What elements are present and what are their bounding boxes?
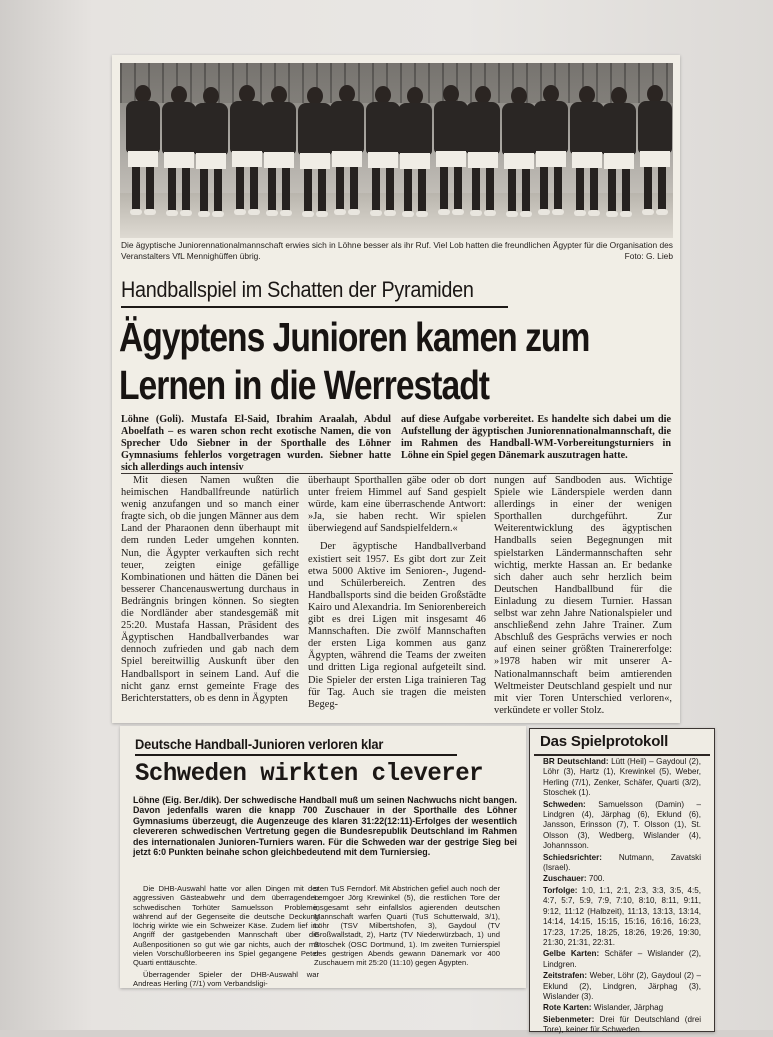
player-shoe (574, 210, 586, 216)
player-leg (540, 167, 548, 211)
player-leg (386, 168, 394, 212)
body-column-3 (494, 475, 672, 723)
player-shoe (484, 210, 496, 216)
player-leg (454, 167, 462, 211)
player-leg (554, 167, 562, 211)
player-shorts (536, 151, 566, 167)
protocol-entry-label: Zeitstrafen: (543, 971, 588, 981)
player-leg (404, 169, 412, 213)
player-shorts (232, 151, 262, 167)
player-shoe (212, 211, 224, 217)
player-leg (318, 169, 326, 213)
protocol-entry-label: Gelbe Karten: (543, 949, 600, 959)
protocol-body (543, 757, 702, 1037)
player-shoe (506, 211, 518, 217)
player-torso (366, 102, 400, 154)
protocol-entry (543, 971, 701, 1002)
player-shoe (302, 211, 314, 217)
protocol-entry-text: 700. (588, 874, 605, 884)
player-leg (522, 169, 530, 213)
player-shoe (416, 211, 428, 217)
player-torso (330, 101, 364, 153)
player-torso (434, 101, 468, 153)
body-column-1 (121, 475, 299, 711)
player-leg (282, 168, 290, 212)
article-kicker: Handballspiel im Schatten der Pyramiden (121, 277, 508, 308)
player-leg (644, 167, 652, 211)
player-torso (194, 103, 228, 155)
player-shorts (264, 152, 294, 168)
player-leg (608, 169, 616, 213)
player-shorts (400, 153, 430, 169)
player-shoe (520, 211, 532, 217)
player-shorts (128, 151, 158, 167)
player-leg (658, 167, 666, 211)
player-shorts (196, 153, 226, 169)
player-leg (146, 167, 154, 211)
player-shoe (198, 211, 210, 217)
player-torso (534, 101, 568, 153)
protocol-entry-text: Wislander, Järphag (593, 1003, 664, 1013)
player-leg (590, 168, 598, 212)
player-leg (336, 167, 344, 211)
player-shoe (620, 211, 632, 217)
player-leg (236, 167, 244, 211)
player-shoe (588, 210, 600, 216)
player-leg (486, 168, 494, 212)
player-shorts (504, 153, 534, 169)
player-shoe (234, 209, 246, 215)
lead-paragraph-left: Löhne (Goli). Mustafa El-Said, Ibrahim Araalah, Abdul Aboelfath – es waren schon recht exotische Namen, die von Sprecher Udo Siebner in der Sporthalle des Löhner Gymnasiums fehlerlos vorgetragen wurden. Siebner hatte sich allerdings auch intensiv (121, 414, 391, 473)
protocol-entry-text: Samuelsson (Damin) – Lindgren (4), Järphag (6), Eklund (6), Jansson, Erinsson (7), T. Olsson (1), St. Olsson (3), Wedberg, Wislander (4), Johannsson. (543, 799, 701, 851)
player-shorts (368, 152, 398, 168)
player-shoe (334, 209, 346, 215)
player-leg (268, 168, 276, 212)
player-leg (214, 169, 222, 213)
protocol-entry-text: Nutmann, Zavatski (Israel). (543, 852, 701, 873)
headline-line-2: Lernen in die Werrestadt (119, 362, 489, 408)
photo-credit: Foto: G. Lieb (624, 251, 673, 261)
player-shoe (180, 210, 192, 216)
team-photo (120, 63, 673, 238)
player-leg (250, 167, 258, 211)
protocol-entry-text: Drei für Deutschland (drei Tore), keiner für Schweden. (543, 1014, 701, 1035)
player-leg (350, 167, 358, 211)
player-shorts (300, 153, 330, 169)
protocol-entry-text: Schäfer – Wislander (2), Lindgren. (543, 949, 702, 969)
headline-line-1: Ägyptens Junioren kamen zum (119, 314, 590, 360)
player-torso (466, 102, 500, 154)
second-body-column-2 (314, 884, 500, 970)
body-paragraph: Der ägyptische Handballverband existiert seit 1957. Es gibt dort zur Zeit etwa 5000 Aktive im Senioren-, Jugend- und Schülerbereich. Zentren des Handballsports sind die beiden Großstädte Kairo und Alexandria. Im Seniorenbereich gibt es drei Ligen mit insgesamt 46 Mannschaften. Die zwölf Mannschaften der ersten Liga kommen aus ganz Ägypten, während die Teams der zweiten und dritten Liga regional aufgeteilt sind. Die Spieler der ersten Liga trainieren Tag für Tag. Auch sie tragen die meisten Begeg- (308, 541, 486, 710)
player-shorts (164, 152, 194, 168)
player-leg (622, 169, 630, 213)
player-torso (298, 103, 332, 155)
article-headline (119, 313, 611, 409)
protocol-entry-label: Zuschauer: (543, 874, 587, 884)
protocol-entry (543, 853, 701, 874)
protocol-entry (543, 1003, 701, 1013)
player-leg (576, 168, 584, 212)
photo-caption (121, 240, 673, 262)
body-paragraph: überhaupt Sporthallen gäbe oder ob dort unter freiem Himmel auf Sand gespielt würde, kam eine überraschende Antwort: »Ja, sie haben recht. Wir spielen überwiegend auf Sandspielfeldern.« (308, 475, 486, 535)
player-shoe (130, 209, 142, 215)
player-shoe (402, 211, 414, 217)
protocol-entry (543, 886, 701, 948)
body-paragraph: sten TuS Ferndorf. Mit Abstrichen gefiel auch noch der Lemgoer Jörg Krewinkel (5), die restlichen Tore der insgesamt sehr einfallslos agierenden deutschen Mannschaft warfen Quarti (TuS Schutterwald, 3/1), Löhr (TSV Milbertshofen, 3), Gaydoul (TV Großwallstadt, 2), Hartz (TV Niederwürzbach, 1) und Stoschek (OSC Dortmund, 1). Im zweiten Turnierspiel des gestrigen Abends gewann Dänemark vor 400 Zuschauern mit 25:20 (11:10) gegen Ägypten. (314, 884, 500, 968)
body-paragraph: Mit diesen Namen wußten die heimischen Handballfreunde natürlich wenig anzufangen und so manch einer fragte sich, ob die jungen Männer aus dem Land der Pharaonen denn überhaupt mit dem runden Leder umgehen konnten. Nun, die Ägypter verkauften sich recht teuer, zeigten einige gefällige Kombinationen und hätten die Dänen bei besserer Chancenauswertung durchaus in Bedrängnis bringen können. So siegten die Nordländer aber standesgemäß mit 25:20. Mustafa Hassan, Präsident des Ägyptischen Handballverbandes war dennoch zufrieden und gab nach dem Spiel bereitwillig Auskunft über den Handballsport in seinem Land. Auf die nicht ganz ernst gemeinte Frage des Berichterstatters, ob es denn in Ägypten (121, 475, 299, 704)
player-shoe (316, 211, 328, 217)
body-paragraph: Die DHB-Auswahl hatte vor allen Dingen mit der aggressiven Gästeabwehr und dem überragenden schwedischen Torhüter Samuelsson Probleme, während auf der Gegenseite die deutsche Deckung löchrig wirkte wie ein Schweizer Käse. Zudem lief im Angriff der gastgebenden Mannschaft über die Außenpositionen so gut wie gar nichts, auch der mit vielen Vorschußlorbeeren ins Spiel gegangene Peter Quarti enttäuschte. (133, 884, 319, 968)
player-shoe (384, 210, 396, 216)
player-shorts (332, 151, 362, 167)
protocol-entry (543, 800, 701, 852)
player-shorts (468, 152, 498, 168)
protocol-entry-label: Schiedsrichter: (543, 852, 602, 862)
player-leg (132, 167, 140, 211)
lead-divider (121, 473, 673, 474)
player-shoe (438, 209, 450, 215)
protocol-entry-text: Weber, Löhr (2), Gaydoul (2) – Eklund (2), Lindgren, Järphag (3), Wislander (3). (543, 971, 701, 1001)
player-shorts (604, 153, 634, 169)
body-paragraph: nungen auf Sandboden aus. Wichtige Spiele wie Länderspiele werden dann allerdings in einer der wenigen Sporthallen durchgeführt. Zur Weiterentwicklung des ägyptischen Handballs seien Begegnungen mit spielstarken Ländermannschaften sehr wichtig, merkte Hassan an. Er bedanke sich daher auch sehr herzlich beim Deutschen Handballbund für die Einladung zu diesem Turnier. Hassan selbst war zehn Jahre Nationalspieler und anschließend zehn Jahre Trainer. Zum Abschluß des Gesprächs verwies er noch auf einen seiner größten Trainererfolge: »1978 haben wir mit unserer A-Nationalmannschaft beim amtierenden Weltmeister Deutschland gespielt und nur mit vier Toren Unterschied verloren«, verkündete er voller Stolz. (494, 475, 672, 716)
player-shoe (606, 211, 618, 217)
protocol-title: Das Spielprotokoll (540, 733, 669, 750)
player-leg (182, 168, 190, 212)
player-leg (472, 168, 480, 212)
player-shoe (642, 209, 654, 215)
photo-caption-text: Die ägyptische Juniorennationalmannschaft erwies sich in Löhne besser als ihr Ruf. Viel Lob hatten die freundlichen Ägypter für die Organisation des Veranstalters VfL Mennighüffen übrig. (121, 240, 673, 261)
second-article-lead: Löhne (Eig. Ber./dik). Der schwedische Handball muß um seinen Nachwuchs nicht bangen. Davon jedenfalls waren die knapp 700 Zuschauer in der Sporthalle des Löhner Gymnasiums überzeugt, die Augenzeuge des klaren 31:22(12:11)-Erfolges der wesentlich clevereren schwedischen Vertretung gegen die Bundesrepublik Deutschland im Rahmen des internationalen Junioren-Turniers waren. Für die Schweden war der gestrige Sieg bei jetzt 6:0 Punkten beinahe schon gleichbedeutend mit dem Turniersieg. (133, 795, 517, 858)
player-shoe (144, 209, 156, 215)
player-torso (262, 102, 296, 154)
body-paragraph: Überragender Spieler der DHB-Auswahl war Andreas Herling (7/1) vom Verbandsligi- (133, 969, 319, 988)
player-shoe (452, 209, 464, 215)
player-torso (230, 101, 264, 153)
player-torso (162, 102, 196, 154)
protocol-entry-label: BR Deutschland: (543, 757, 609, 766)
player-shoe (166, 210, 178, 216)
player-torso (570, 102, 604, 154)
player-shoe (538, 209, 550, 215)
protocol-entry-label: Torfolge: (543, 885, 578, 895)
player-leg (372, 168, 380, 212)
player-leg (304, 169, 312, 213)
player-leg (418, 169, 426, 213)
second-body-column-1 (133, 884, 319, 990)
player-shoe (470, 210, 482, 216)
player-shoe (280, 210, 292, 216)
protocol-entry-label: Siebenmeter: (543, 1014, 595, 1024)
player-leg (440, 167, 448, 211)
protocol-entry-text: 1:0, 1:1, 2:1, 2:3, 3:3, 3:5, 4:5, 4:7, 5:7, 5:9, 7:9, 7:10, 8:10, 8:11, 9:11, 9:12, 11:12 (Halbzeit), 11:13, 13:13, 13:14, 14:14, 14:15, 15:15, 15:16, 16:16, 16:23, 17:23, 17:25, 18:25, 18:26, 19:26, 19:30, 21:30, 21:31, 22:31. (543, 885, 702, 947)
player-torso (398, 103, 432, 155)
protocol-entry (543, 949, 701, 970)
player-torso (638, 101, 672, 153)
second-article-headline: Schweden wirkten cleverer (135, 759, 484, 788)
player-shorts (572, 152, 602, 168)
player-shorts (640, 151, 670, 167)
player-torso (602, 103, 636, 155)
player-shoe (552, 209, 564, 215)
player-torso (126, 101, 160, 153)
protocol-entry-label: Rote Karten: (543, 1003, 592, 1013)
player-torso (502, 103, 536, 155)
player-shorts (436, 151, 466, 167)
player-leg (508, 169, 516, 213)
player-shoe (370, 210, 382, 216)
protocol-entry-text: Lütt (Heil) – Gaydoul (2), Löhr (3), Hartz (1), Krewinkel (5), Weber, Herling (7/1), Zenker, Schäfer, Quarti (3/2), Stoschek (1). (543, 757, 701, 798)
body-column-2 (308, 475, 486, 717)
protocol-entry-label: Schweden: (543, 799, 586, 809)
player-shoe (248, 209, 260, 215)
protocol-entry (543, 757, 701, 799)
player-shoe (656, 209, 668, 215)
second-article-kicker: Deutsche Handball-Junioren verloren klar (135, 736, 384, 752)
protocol-entry (543, 1015, 701, 1036)
player-shoe (266, 210, 278, 216)
player-leg (168, 168, 176, 212)
protocol-title-rule (534, 754, 710, 756)
player-shoe (348, 209, 360, 215)
lead-paragraph-right: auf diese Aufgabe vorbereitet. Es handelte sich dabei um die Aufstellung der ägyptischen Juniorennationalmannschaft, die im Rahmen des Handball-WM-Vorbereitungsturniers in Löhne ein Spiel gegen Dänemark auszutragen hatte. (401, 414, 671, 461)
protocol-entry (543, 874, 701, 884)
player-leg (200, 169, 208, 213)
